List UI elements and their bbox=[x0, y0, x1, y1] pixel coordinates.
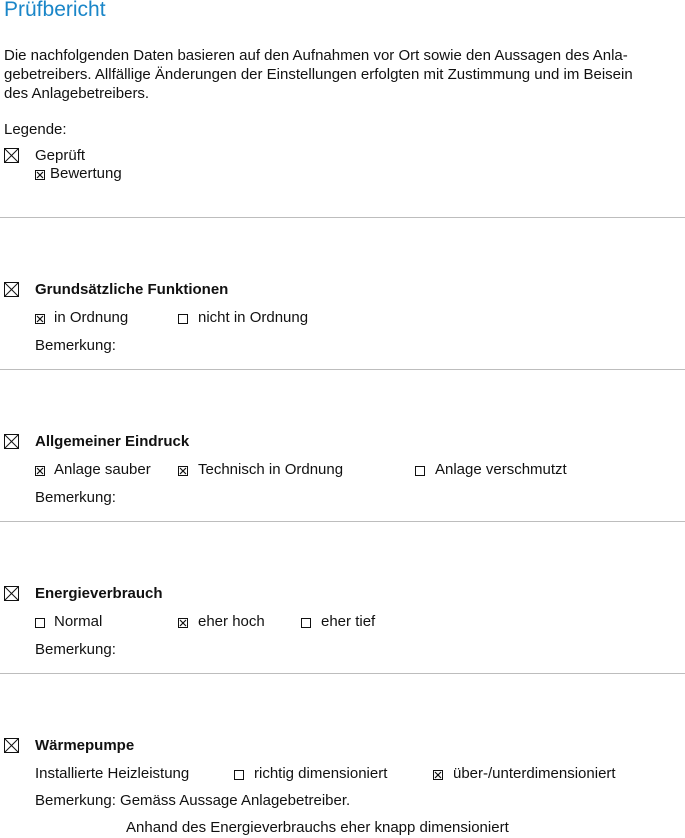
section-divider bbox=[0, 217, 685, 218]
option-label: eher hoch bbox=[198, 613, 265, 630]
remark-label: Bemerkung: bbox=[35, 337, 116, 354]
remark-label: Bemerkung: bbox=[35, 641, 116, 658]
intro-line: Die nachfolgenden Daten basieren auf den Aufnahmen vor Ort sowie den Aussagen des Anla- bbox=[4, 47, 628, 64]
intro-line: des Anlagebetreibers. bbox=[4, 85, 150, 102]
checked-box-icon bbox=[4, 586, 19, 601]
section-title: Wärmepumpe bbox=[35, 737, 135, 754]
checkbox-checked-icon[interactable] bbox=[35, 314, 45, 324]
option-label: nicht in Ordnung bbox=[198, 309, 309, 326]
checkbox-checked-icon[interactable] bbox=[178, 466, 188, 476]
checkbox-empty-icon[interactable] bbox=[35, 618, 45, 628]
checkbox-empty-icon[interactable] bbox=[234, 770, 244, 780]
remark-text: Anhand des Energieverbrauchs eher knapp dimensioniert bbox=[126, 819, 509, 836]
remark-label: Bemerkung: bbox=[35, 489, 116, 506]
checkbox-empty-icon[interactable] bbox=[178, 314, 188, 324]
section-title: Allgemeiner Eindruck bbox=[35, 433, 190, 450]
intro-paragraph bbox=[4, 46, 633, 103]
legend-checked-label: Geprüft bbox=[35, 147, 86, 164]
checked-box-icon bbox=[4, 282, 19, 297]
checkbox-empty-icon[interactable] bbox=[415, 466, 425, 476]
intro-line: gebetreibers. Allfällige Änderungen der Einstellungen erfolgten mit Zustimmung und im Beisein bbox=[4, 66, 633, 83]
option-label: richtig dimensioniert bbox=[254, 765, 388, 782]
field-label: Installierte Heizleistung bbox=[35, 765, 190, 782]
section-title: Grundsätzliche Funktionen bbox=[35, 281, 229, 298]
checked-box-icon bbox=[4, 738, 19, 753]
option-label: über-/unterdimensioniert bbox=[453, 765, 616, 782]
option-label: eher tief bbox=[321, 613, 376, 630]
checked-box-icon bbox=[4, 434, 19, 449]
checkbox-checked-icon[interactable] bbox=[35, 466, 45, 476]
section-divider bbox=[0, 521, 685, 522]
option-label: Anlage verschmutzt bbox=[435, 461, 567, 478]
checked-box-icon bbox=[4, 148, 19, 163]
remark-label: Bemerkung: Gemäss Aussage Anlagebetreiber. bbox=[35, 792, 351, 809]
legend-rating-label: Bewertung bbox=[50, 165, 122, 182]
legend-heading: Legende: bbox=[4, 121, 67, 138]
page-title: Prüfbericht bbox=[4, 0, 106, 21]
section-title: Energieverbrauch bbox=[35, 585, 163, 602]
checkbox-checked-icon[interactable] bbox=[433, 770, 443, 780]
option-label: Normal bbox=[54, 613, 103, 630]
section-divider bbox=[0, 673, 685, 674]
section-divider bbox=[0, 369, 685, 370]
checkbox-checked-icon[interactable] bbox=[178, 618, 188, 628]
rating-checkbox-icon bbox=[35, 170, 45, 180]
checkbox-empty-icon[interactable] bbox=[301, 618, 311, 628]
option-label: Technisch in Ordnung bbox=[198, 461, 344, 478]
option-label: in Ordnung bbox=[54, 309, 129, 326]
option-label: Anlage sauber bbox=[54, 461, 151, 478]
